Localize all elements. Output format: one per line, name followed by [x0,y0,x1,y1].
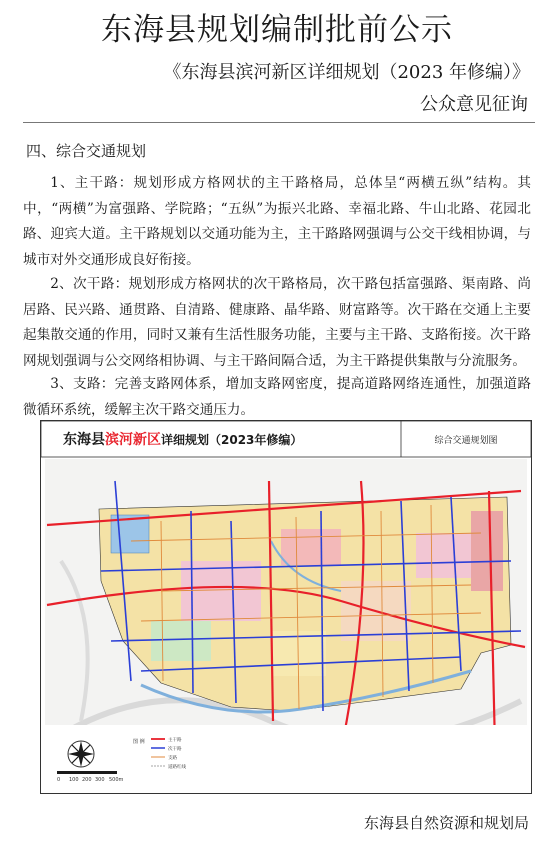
landuse-patch [471,511,503,591]
scale-label: 300 [95,777,105,783]
document-title: 东海县规划编制批前公示 [101,12,453,48]
compass-icon [68,741,94,767]
scale-label: 100 [69,777,79,783]
traffic-plan-map [40,420,532,794]
map-title-part1: 东海县 [63,432,105,448]
map-name: 综合交通规划图 [434,436,498,446]
landuse-patch [181,561,261,621]
scale-label: 0 [57,777,61,783]
legend-item: 次干路 [168,747,182,752]
legend-item: 主干路 [168,738,182,743]
map-title-accent: 滨河新区 [105,432,161,448]
section-heading: 四、综合交通规划 [26,142,147,160]
landuse-patch [416,533,476,578]
legend-heading: 图 例 [133,739,145,745]
map-title-part3: 详细规划（2023年修编） [161,433,303,447]
paragraph-main-roads: 1、主干路：规划形成方格网状的主干路格局，总体呈“两横五纵”结构。其中，“两横”为富强路、学院路；“五纵”为振兴北路、幸福北路、牛山北路、花园北路、迎宾大道。主干路规划以交通功能为主，主干路路网强调与公交干线相协调，与城市对外交通形成良好衔接。 [23,175,531,268]
landuse-patch [151,621,211,661]
consultation-label: 公众意见征询 [420,94,528,115]
legend-item: 道路红线 [168,765,186,770]
scale-label: 500m [109,777,124,783]
paragraph-branch-roads: 3、支路：完善支路网体系，增加支路网密度，提高道路网络连通性，加强道路微循环系统，缓解主次干路交通压力。 [23,376,531,418]
issuing-authority: 东海县自然资源和规划局 [363,814,529,832]
scale-label: 200 [82,777,92,783]
paragraph-secondary-roads: 2、次干路：规划形成方格网状的次干路格局，次干路包括富强路、渠南路、尚居路、民兴路、通贯路、自清路、健康路、晶华路、财富路等。次干路在交通上主要起集散交通的作用，同时又兼有生活性服务功能，主要与主干路、支路衔接。次干路网规划强调与公交网络相协调、与主干路间隔合适，为主干路提供集散与分流服务。 [23,276,531,369]
landuse-patch [281,529,341,565]
divider [23,122,535,123]
plan-name: 《东海县滨河新区详细规划（2023 年修编）》 [163,62,530,83]
legend-item: 支路 [168,756,177,761]
map-figure [41,421,531,793]
map-title [63,431,302,448]
